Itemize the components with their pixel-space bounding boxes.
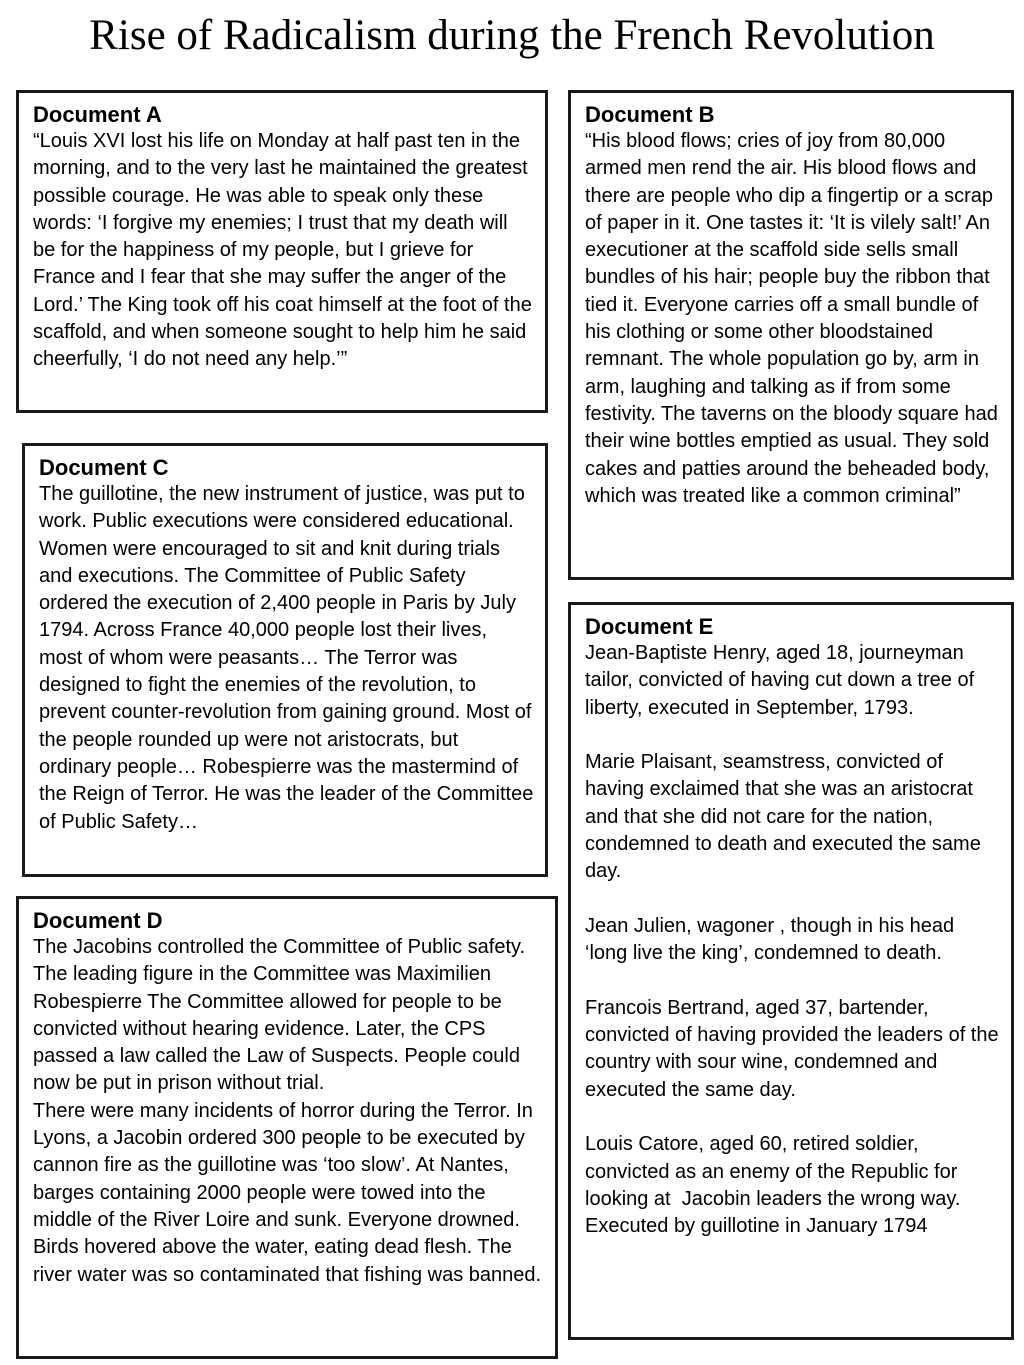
document-e-box (568, 602, 1014, 1340)
document-a-text: “Louis XVI lost his life on Monday at half past ten in the morning, and to the very last he maintained the greatest possible courage. He was able to speak only these words: ‘I forgive my enemies; I trust that my death will be for the happiness of my people, but I grieve for France and I fear that she may suffer the anger of the Lord.’ The King took off his coat himself at the foot of the scaffold, and when someone sought to help him he said cheerfully, ‘I do not need any help.’” (33, 130, 538, 371)
document-d-paragraph-2: There were many incidents of horror during the Terror. In Lyons, a Jacobin ordered 300 people to be executed by cannon fire as the guillotine was ‘too slow’. At Nantes, barges containing 2000 people were towed into the middle of the River Loire and sunk. Everyone drowned. Birds hovered above the water, eating dead flesh. The river water was so contaminated that fishing was banned. (33, 1099, 542, 1286)
document-d-heading: Document D (33, 908, 163, 933)
document-e-entry: Jean Julien, wagoner , though in his head ‘long live the king’, condemned to death. (585, 914, 960, 965)
document-c-heading: Document C (39, 455, 169, 480)
document-a-box (16, 90, 548, 413)
document-b-box (568, 90, 1014, 580)
document-a-heading: Document A (33, 102, 162, 127)
document-e-entry: Louis Catore, aged 60, retired soldier, convicted as an enemy of the Republic for looking at Jacobin leaders the wrong way. Executed by guillotine in January 1794 (585, 1133, 966, 1238)
document-c-box (22, 443, 548, 877)
document-e-entry: Francois Bertrand, aged 37, bartender, convicted of having provided the leaders of the country with sour wine, condemned and executed the same day. (585, 996, 1005, 1101)
document-d-box (16, 896, 558, 1359)
document-b-heading: Document B (585, 102, 715, 127)
document-e-heading: Document E (585, 614, 714, 639)
document-e-entry: Marie Plaisant, seamstress, convicted of having exclaimed that she was an aristocrat and that she did not care for the nation, condemned to death and executed the same day. (585, 751, 987, 883)
page-title: Rise of Radicalism during the French Revolution (89, 12, 935, 59)
document-b-text: “His blood flows; cries of joy from 80,000 armed men rend the air. His blood flows and there are people who dip a fingertip or a scrap of paper in it. One tastes it: ‘It is vilely salt!’ An executioner at the scaffold side sells small bundles of his hair; people buy the ribbon that tied it. Everyone carries off a small bundle of his clothing or some other bloodstained remnant. The whole population go by, arm in arm, laughing and talking as if from some festivity. The taverns on the bloody square had their wine bottles emptied as usual. They sold cakes and patties around the beheaded body, which was treated like a common criminal” (585, 130, 1004, 507)
document-e-entry: Jean-Baptiste Henry, aged 18, journeyman tailor, convicted of having cut down a tree of liberty, executed in September, 1793. (585, 642, 980, 719)
document-c-text: The guillotine, the new instrument of justice, was put to work. Public executions were considered educational. Women were encouraged to sit and knit during trials and executions. The Committee of Public Safety ordered the execution of 2,400 people in Paris by July 1794. Across France 40,000 people lost their lives, most of whom were peasants… The Terror was designed to fight the enemies of the revolution, to prevent counter-revolution from gaining ground. Most of the people rounded up were not aristocrats, but ordinary people… Robespierre was the mastermind of the Reign of Terror. He was the leader of the Committee of Public Safety… (39, 483, 539, 833)
document-d-paragraph-1: The Jacobins controlled the Committee of Public safety. The leading figure in the Committee was Maximilien Robespierre The Committee allowed for people to be convicted without hearing evidence. Later, the CPS passed a law called the Law of Suspects. People could now be put in prison without trial. (33, 936, 531, 1095)
